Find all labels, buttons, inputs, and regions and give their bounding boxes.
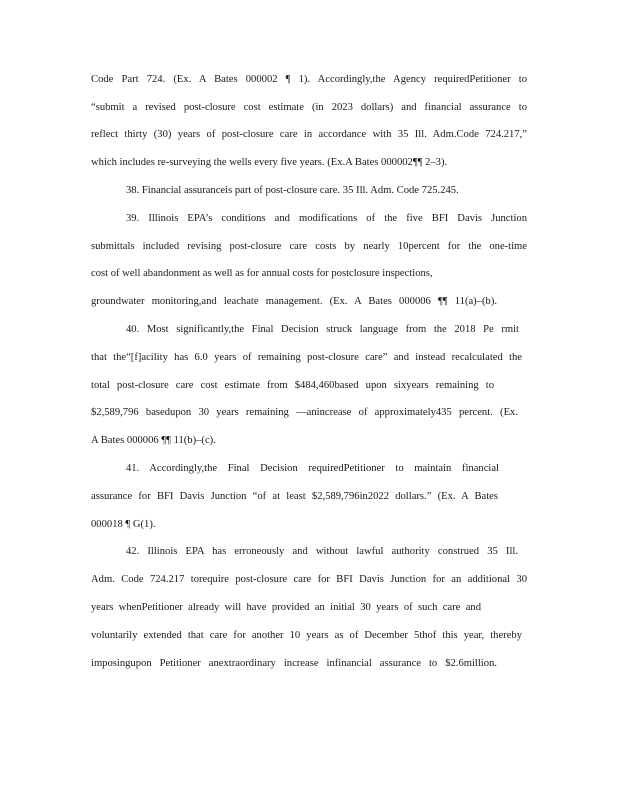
text-line: reflect thirty (30) years of post-closure care in accordance with 35 Ill. Adm.Code 724.217,” [91,129,527,140]
paragraph-42: 42. Illinois EPA has erroneously and without lawful authority construed 35 Ill. [126,546,518,557]
text-line: total post-closure care cost estimate from $484,460based upon sixyears remaining to [91,380,494,391]
text-line: that the“[f]acility has 6.0 years of remaining post-closure care” and instead recalculated the [91,352,522,363]
text-line: A Bates 000006 ¶¶ 11(b)–(c). [91,435,216,446]
text-line: 000018 ¶ G(1). [91,519,156,530]
text-line: Adm. Code 724.217 torequire post-closure care for BFI Davis Junction for an additional 30 [91,574,527,585]
text-line: “submit a revised post-closure cost estimate (in 2023 dollars) and financial assurance to [91,102,527,113]
text-line: $2,589,796 basedupon 30 years remaining —anincrease of approximately435 percent. (Ex. [91,407,518,418]
text-line: submittals included revising post-closure care costs by nearly 10percent for the one-time [91,241,527,252]
paragraph-39: 39. Illinois EPA’s conditions and modifications of the five BFI Davis Junction [126,213,527,224]
text-line: cost of well abandonment as well as for annual costs for postclosure inspections, [91,268,433,279]
paragraph-38: 38. Financial assuranceis part of post-closure care. 35 Ill. Adm. Code 725.245. [126,185,459,196]
text-line: imposingupon Petitioner anextraordinary increase infinancial assurance to $2.6million. [91,658,497,669]
text-line: which includes re-surveying the wells every five years. (Ex.A Bates 000002¶¶ 2–3). [91,157,448,168]
text-line: groundwater monitoring,and leachate management. (Ex. A Bates 000006 ¶¶ 11(a)–(b). [91,296,497,307]
text-line: assurance for BFI Davis Junction “of at least $2,589,796in2022 dollars.” (Ex. A Bates [91,491,498,502]
text-line: years whenPetitioner already will have provided an initial 30 years of such care and [91,602,481,613]
paragraph-40: 40. Most significantly,the Final Decision struck language from the 2018 Pe rmit [126,324,519,335]
paragraph-41: 41. Accordingly,the Final Decision requiredPetitioner to maintain financial [126,463,499,474]
text-line: Code Part 724. (Ex. A Bates 000002 ¶ 1). Accordingly,the Agency requiredPetitioner to [91,74,527,85]
text-line: voluntarily extended that care for another 10 years as of December 5thof this year, thereby [91,630,522,641]
